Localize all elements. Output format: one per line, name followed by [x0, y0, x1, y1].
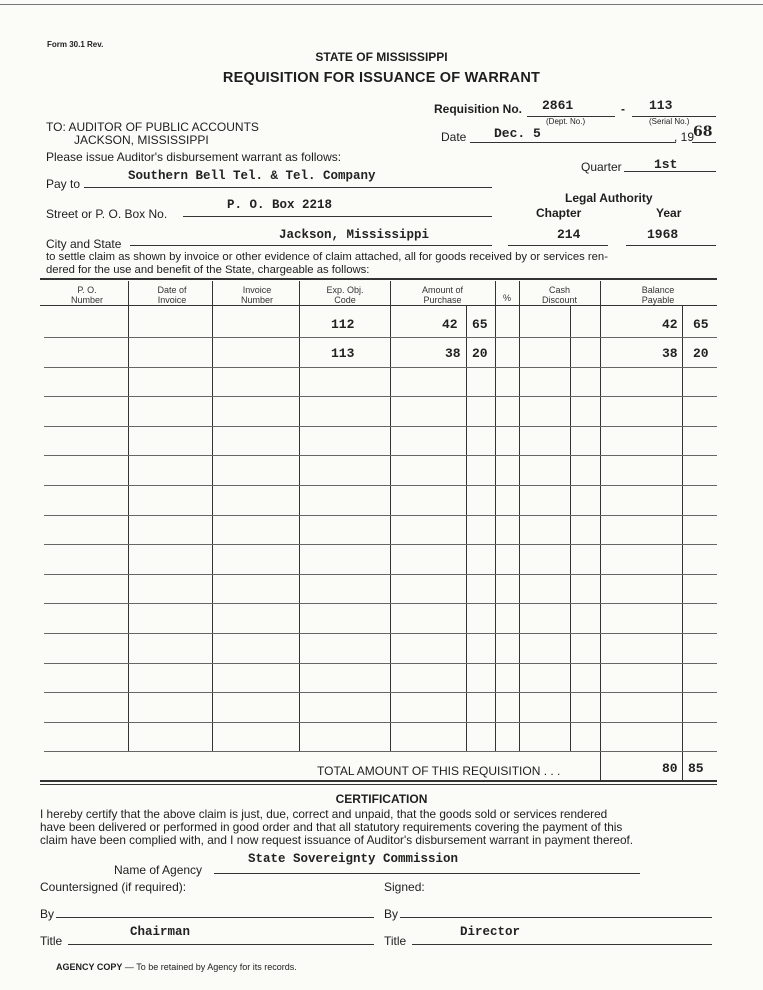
column-divider: [299, 281, 300, 752]
certification-line-3: claim have been complied with, and I now request issuance of Auditor's disbursement warrant in payment thereof.: [40, 833, 634, 847]
row-2-balance-dollars: 38: [662, 346, 678, 361]
column-divider: [600, 281, 601, 752]
row-2-balance-cents: 20: [693, 346, 709, 361]
footer-copy-note: — To be retained by Agency for its records.: [124, 962, 297, 972]
title-right-line: [412, 944, 712, 945]
dept-no-value: 2861: [542, 98, 574, 113]
total-rule: [40, 780, 717, 782]
table-top-rule: [40, 278, 717, 280]
table-row-rule: [44, 367, 717, 368]
signed-label: Signed:: [384, 880, 425, 894]
table-row-rule: [44, 692, 717, 693]
table-row-rule: [44, 485, 717, 486]
column-divider: [682, 305, 683, 752]
column-divider: [466, 305, 467, 752]
countersigned-label: Countersigned (if required):: [40, 880, 187, 894]
row-2-amount-dollars: 38: [445, 346, 461, 361]
total-rule-2: [40, 784, 717, 785]
footer-copy-label: AGENCY COPY: [56, 962, 123, 972]
year-line: [692, 142, 716, 143]
instruction-text: Please issue Auditor's disbursement warrant as follows:: [46, 150, 342, 164]
requisition-label: Requisition No.: [434, 102, 522, 116]
legal-year-line: [626, 245, 716, 246]
column-divider: [570, 305, 571, 752]
column-divider: [128, 281, 129, 752]
quarter-value: 1st: [654, 157, 678, 172]
table-row-rule: [44, 633, 717, 634]
agency-value: State Sovereignty Commission: [248, 852, 459, 866]
chapter-label: Chapter: [536, 206, 582, 220]
table-row-rule: [44, 426, 717, 427]
by-right-label: By: [384, 907, 399, 921]
agency-label: Name of Agency: [114, 863, 203, 877]
table-row-rule: [44, 751, 717, 752]
row-1-amount-dollars: 42: [442, 317, 458, 332]
year-prefix: , 19: [674, 130, 695, 144]
certification-line-2: have been delivered or performed in good order and that all statutory requirements covering the payment of this: [40, 820, 623, 834]
legal-year-label: Year: [656, 206, 682, 220]
table-row-rule: [44, 337, 717, 338]
total-dollars: 80: [662, 761, 678, 776]
state-heading: STATE OF MISSISSIPPI: [315, 50, 448, 64]
pay-to-value: Southern Bell Tel. & Tel. Company: [128, 169, 376, 183]
table-row-rule: [44, 574, 717, 575]
title-left-value: Chairman: [130, 925, 191, 939]
agency-line: [214, 873, 640, 874]
legal-authority-label: Legal Authority: [565, 191, 653, 205]
row-1-exp-code: 112: [331, 317, 355, 332]
header-cash-discount: Cash Discount: [541, 285, 577, 305]
city-value: Jackson, Mississippi: [279, 228, 430, 242]
top-border: [0, 4, 763, 5]
dept-no-label: (Dept. No.): [546, 117, 586, 126]
row-1-amount-cents: 65: [472, 317, 488, 332]
column-divider: [390, 281, 391, 752]
table-row-rule: [44, 396, 717, 397]
title-right-label: Title: [384, 934, 407, 948]
header-percent: %: [502, 293, 511, 303]
table-row-rule: [44, 544, 717, 545]
street-value: P. O. Box 2218: [227, 198, 333, 212]
total-column-divider-left: [600, 752, 601, 780]
column-divider: [495, 281, 496, 752]
header-invoice: Invoice Number: [240, 285, 273, 305]
certification-line-1: I hereby certify that the above claim is just, due, correct and unpaid, that the goods sold or services rendered: [40, 807, 608, 821]
column-divider: [212, 281, 213, 752]
row-1-balance-cents: 65: [693, 317, 709, 332]
by-left-line: [56, 917, 374, 918]
serial-no-label: (Serial No.): [649, 117, 690, 126]
table-row-rule: [44, 455, 717, 456]
header-amount: Amount of Purchase: [421, 285, 464, 305]
by-right-line: [400, 917, 712, 918]
city-line: [130, 245, 492, 246]
pay-to-line: [84, 187, 492, 188]
pay-to-label: Pay to: [46, 177, 81, 191]
title-right-value: Director: [460, 925, 521, 939]
street-label: Street or P. O. Box No.: [46, 207, 168, 221]
by-left-label: By: [40, 907, 55, 921]
total-label: TOTAL AMOUNT OF THIS REQUISITION . . .: [317, 764, 561, 778]
header-exp-code: Exp. Obj. Code: [326, 285, 364, 305]
row-2-exp-code: 113: [331, 346, 355, 361]
date-line: [470, 142, 676, 143]
chapter-value: 214: [557, 227, 581, 242]
header-balance: Balance Payable: [641, 285, 675, 305]
chapter-line: [508, 245, 608, 246]
requisition-dash: -: [621, 102, 625, 116]
table-row-rule: [44, 515, 717, 516]
table-row-rule: [44, 663, 717, 664]
footer-note: [56, 962, 297, 972]
table-row-rule: [44, 722, 717, 723]
form-title: REQUISITION FOR ISSUANCE OF WARRANT: [222, 70, 541, 86]
total-column-divider: [682, 752, 683, 780]
table-header-rule: [40, 305, 717, 306]
year-value: 68: [693, 124, 713, 140]
addressee-line-1: TO: AUDITOR OF PUBLIC ACCOUNTS: [46, 120, 259, 134]
column-divider: [519, 281, 520, 752]
street-line: [183, 216, 492, 217]
title-left-label: Title: [40, 934, 63, 948]
table-row-rule: [44, 603, 717, 604]
claim-text-line-2: dered for the use and benefit of the State, chargeable as follows:: [46, 264, 370, 276]
header-po: P. O. Number: [70, 285, 103, 305]
serial-no-value: 113: [649, 98, 673, 113]
form-number: Form 30.1 Rev.: [47, 40, 104, 49]
date-value: Dec. 5: [494, 126, 541, 141]
legal-year-value: 1968: [647, 227, 679, 242]
addressee-line-2: JACKSON, MISSISSIPPI: [74, 133, 209, 147]
total-cents: 85: [688, 761, 704, 776]
quarter-label: Quarter: [581, 160, 622, 174]
title-left-line: [68, 944, 374, 945]
claim-text-line-1: to settle claim as shown by invoice or other evidence of claim attached, all for goods received by or services ren-: [46, 251, 608, 263]
city-label: City and State: [46, 237, 122, 251]
date-label: Date: [441, 130, 467, 144]
row-1-balance-dollars: 42: [662, 317, 678, 332]
row-2-amount-cents: 20: [472, 346, 488, 361]
header-date: Date of Invoice: [157, 285, 187, 305]
certification-heading: CERTIFICATION: [335, 792, 428, 806]
